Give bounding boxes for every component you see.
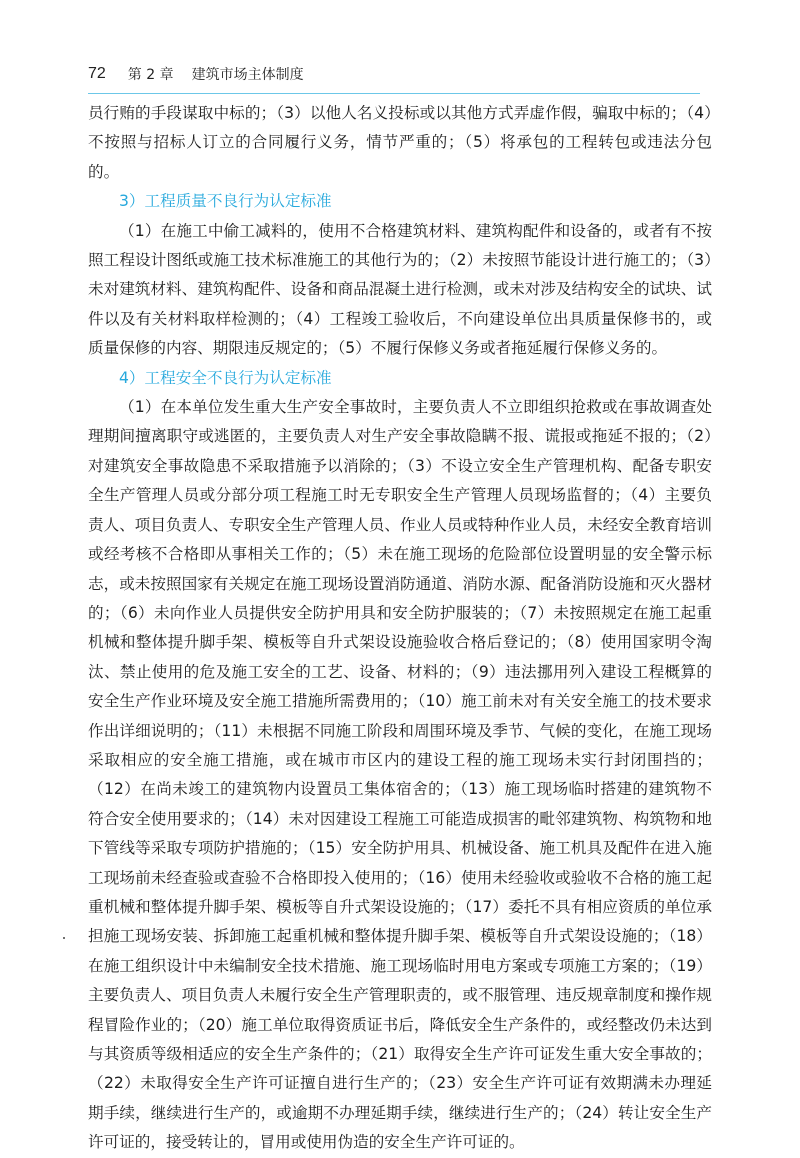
section-heading-quality: 3）工程质量不良行为认定标准 (119, 192, 332, 211)
section-heading-safety: 4）工程安全不良行为认定标准 (119, 368, 332, 387)
header-rule (88, 93, 700, 94)
safety-paragraph: （1）在本单位发生重大生产安全事故时，主要负责人不立即组织抢救或在事故调查处理期间擅离职守或逃匿的，主要负责人对生产安全事故隐瞒不报、谎报或拖延不报的；（2）对建筑安全事故隐患不采取措施予以消除的；（3）不设立安全生产管理机构、配备专职安全生产管理人员或分部分项工程施工时无专职安全生产管理人员现场监督的；（4）主要负责人、项目负责人、专职安全生产管理人员、作业人员或特种作业人员，未经安全教育培训或经考核不合格即从事相关工作的；（5）未在施工现场的危险部位设置明显的安全警示标志，或未按照国家有关规定在施工现场设置消防通道、消防水源、配备消防设施和灭火器材的；（6）未向作业人员提供安全防护用具和安全防护服装的；（7）未按照规定在施工起重机械和整体提升脚手架、模板等自升式架设设施验收合格后登记的；（8）使用国家明令淘汰、禁止使用的危及施工安全的工艺、设备、材料的；（9）违法挪用列入建设工程概算的安全生产作业环境及安全施工措施所需费用的；（10）施工前未对有关安全施工的技术要求作出详细说明的；（11）未根据不同施工阶段和周围环境及季节、气候的变化，在施工现场采取相应的安全施工措施，或在城市市区内的建设工程的施工现场未实行封闭围挡的；（12）在尚未竣工的建筑物内设置员工集体宿舍的；（13）施工现场临时搭建的建筑物不符合安全使用要求的；（14）未对因建设工程施工可能造成损害的毗邻建筑物、构筑物和地下管线等采取专项防护措施的；（15）安全防护用具、机械设备、施工机具及配件在进入施工现场前未经查验或查验不合格即投入使用的；（16）使用未经验收或验收不合格的施工起重机械和整体提升脚手架、模板等自升式架设设施的；（17）委托不具有相应资质的单位承担施工现场安装、拆卸施工起重机械和整体提升脚手架、模板等自升式架设设施的；（18）在施工组织设计中未编制安全技术措施、施工现场临时用电方案或专项施工方案的；（19）主要负责人、项目负责人未履行安全生产管理职责的，或不服管理、违反规章制度和操作规程冒险作业的；（20）施工单位取得资质证书后，降低安全生产条件的，或经整改仍未达到与其资质等级相适应的安全生产条件的；（21）取得安全生产许可证发生重大安全事故的；（22）未取得安全生产许可证擅自进行生产的；（23）安全生产许可证有效期满未办理延期手续，继续进行生产的，或逾期不办理延期手续，继续进行生产的；（24）转让安全生产许可证的，接受转让的，冒用或使用伪造的安全生产许可证的。 (88, 398, 712, 1152)
chapter-title: 建筑市场主体制度 (191, 67, 304, 83)
chapter-number: 第 2 章 (127, 67, 174, 83)
running-header (88, 58, 700, 90)
continuation-paragraph: 员行贿的手段谋取中标的；（3）以他人名义投标或以其他方式弄虚作假，骗取中标的；（4）不按照与招标人订立的合同履行义务，情节严重的；（5）将承包的工程转包或违法分包的。 (88, 104, 712, 181)
quality-paragraph: （1）在施工中偷工减料的，使用不合格建筑材料、建筑构配件和设备的，或者有不按照工程设计图纸或施工技术标准施工的其他行为的；（2）未按照节能设计进行施工的；（3）未对建筑材料、建筑构配件、设备和商品混凝土进行检测，或未对涉及结构安全的试块、试件以及有关材料取样检测的；（4）工程竣工验收后，不向建设单位出具质量保修书的，或质量保修的内容、期限违反规定的；（5）不履行保修义务或者拖延履行保修义务的。 (88, 221, 712, 358)
page-number: 72 (88, 65, 106, 82)
body-text (88, 99, 712, 1158)
margin-dot (63, 937, 65, 939)
